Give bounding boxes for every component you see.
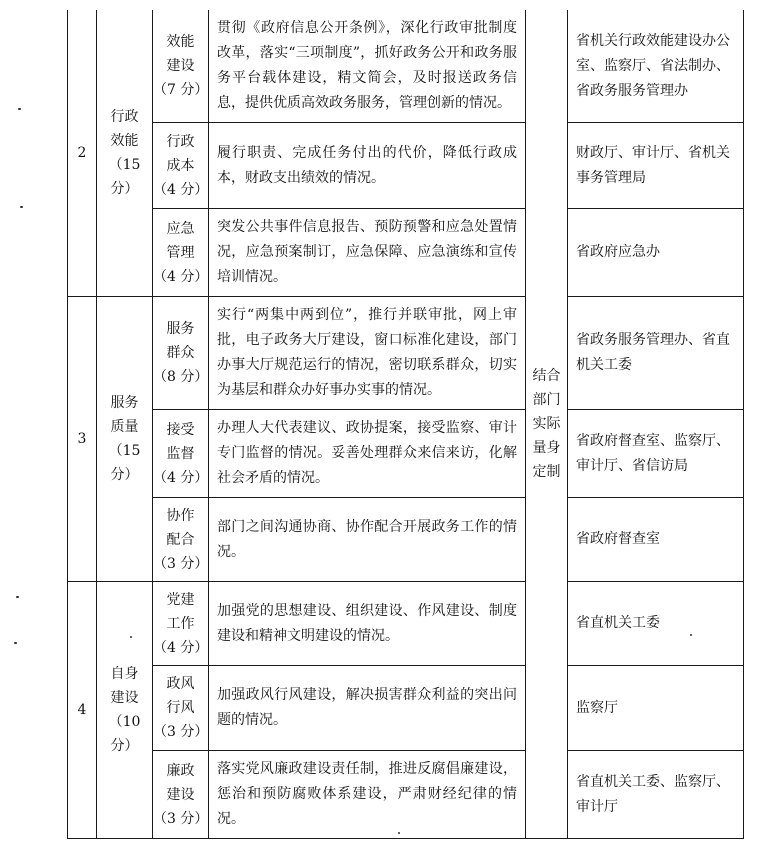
table-row — [68, 123, 744, 209]
section-number: 4 — [68, 582, 97, 839]
sub-item-title: 党建 工作 （4 分） — [153, 582, 209, 666]
sub-item-title: 政风 行风 （3 分） — [153, 666, 209, 751]
sub-item-title: 效能 建设 （7 分） — [153, 10, 209, 123]
item-content: 实行“两集中两到位”，推行并联审批，网上审批，电子政务大厅建设，窗口标准化建设，部门办事大厅规范运行的情况，密切联系群众，切实为基层和群众办好事办实事的情况。 — [209, 297, 526, 410]
item-content: 加强党的思想建设、组织建设、作风建设、制度建设和精神文明建设的情况。 — [209, 582, 526, 666]
responsible-dept: 省政务服务管理办、省直机关工委 — [568, 297, 744, 410]
section-category: 行政 效能 （15 分） — [97, 10, 153, 297]
section-number: 3 — [68, 297, 97, 582]
sub-item-title: 服务 群众 （8 分） — [153, 297, 209, 410]
item-content: 贯彻《政府信息公开条例》，深化行政审批制度改革，落实“三项制度”，抓好政务公开和政务服务平台载体建设，精文简会，及时报送政务信息，提供优质高效政务服务，管理创新的情况。 — [209, 10, 526, 123]
table-row — [68, 751, 744, 839]
sub-item-title: 廉政 建设 （3 分） — [153, 751, 209, 839]
scan-speck — [20, 206, 23, 208]
table-row — [68, 10, 744, 123]
scan-speck — [16, 596, 19, 598]
responsible-dept: 省政府督查室、监察厅、审计厅、省信访局 — [568, 410, 744, 498]
scan-speck — [14, 642, 17, 644]
responsible-dept: 省直机关工委、监察厅、审计厅 — [568, 751, 744, 839]
sub-item-title: 接受 监督 （4 分） — [153, 410, 209, 498]
responsible-dept: 省机关行政效能建设办公室、监察厅、省法制办、省政务服务管理办 — [568, 10, 744, 123]
item-content: 加强政风行风建设，解决损害群众利益的突出问题的情况。 — [209, 666, 526, 751]
responsible-dept: 财政厅、审计厅、省机关事务管理局 — [568, 123, 744, 209]
scan-speck — [130, 636, 132, 638]
item-content: 突发公共事件信息报告、预防预警和应急处置情况，应急预案制订，应急保障、应急演练和宣传培训情况。 — [209, 209, 526, 297]
section-number: 2 — [68, 10, 97, 297]
table-row — [68, 209, 744, 297]
scan-speck — [398, 832, 400, 834]
table-row — [68, 410, 744, 498]
scan-speck — [690, 634, 692, 636]
responsible-dept: 省直机关工委 — [568, 582, 744, 666]
evaluation-table — [67, 10, 744, 839]
item-content: 履行职责、完成任务付出的代价，降低行政成本，财政支出绩效的情况。 — [209, 123, 526, 209]
responsible-dept: 省政府应急办 — [568, 209, 744, 297]
section-category: 服务 质量 （15 分） — [97, 297, 153, 582]
table-row — [68, 582, 744, 666]
sub-item-title: 行政 成本 （4 分） — [153, 123, 209, 209]
responsible-dept: 监察厅 — [568, 666, 744, 751]
item-content: 部门之间沟通协商、协作配合开展政务工作的情况。 — [209, 498, 526, 582]
item-content: 落实党风廉政建设责任制，推进反腐倡廉建设，惩治和预防腐败体系建设，严肃财经纪律的情况。 — [209, 751, 526, 839]
section-category: 自身 建设 （10 分） — [97, 582, 153, 839]
table-row — [68, 498, 744, 582]
responsible-dept: 省政府督查室 — [568, 498, 744, 582]
table-row — [68, 666, 744, 751]
sub-item-title: 协作 配合 （3 分） — [153, 498, 209, 582]
sub-item-title: 应急 管理 （4 分） — [153, 209, 209, 297]
evaluation-method: 结合 部门 实际 量身 定制 — [526, 10, 568, 839]
table-row — [68, 297, 744, 410]
item-content: 办理人大代表建议、政协提案，接受监察、审计专门监督的情况。妥善处理群众来信来访，化解社会矛盾的情况。 — [209, 410, 526, 498]
scan-speck — [18, 108, 21, 110]
